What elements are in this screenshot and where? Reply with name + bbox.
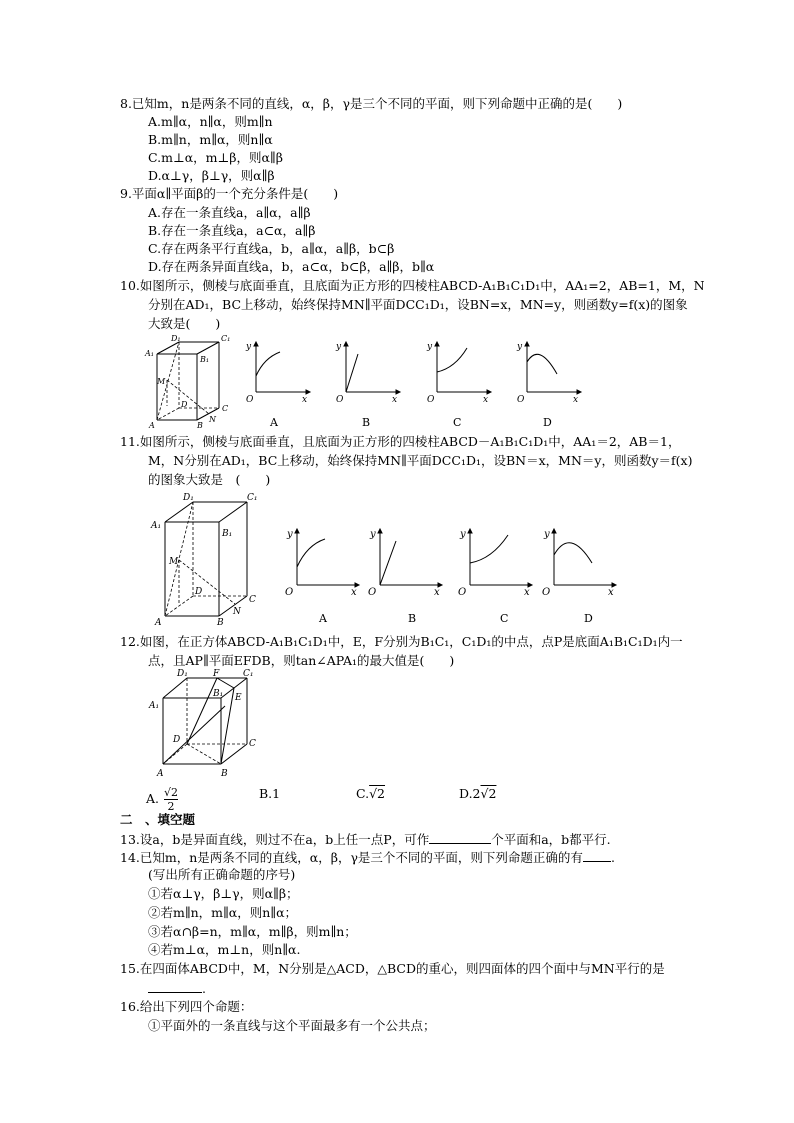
q11-line-3: 的图象大致是 ( ): [148, 472, 271, 487]
q11-graph-a-origin-label: O: [285, 587, 294, 598]
q12-fig-label-c: C: [249, 739, 256, 749]
q10-graph-b-y-axis-label: y: [336, 342, 342, 352]
q12-fig-label-b: B: [221, 769, 228, 779]
q10-fig-label-a: A: [149, 421, 155, 430]
q10-graph-a-origin-label: O: [246, 395, 254, 405]
q14-item-4: ④若m⊥α，m⊥n，则n∥α.: [148, 942, 301, 957]
q12-fig-label-c1: C₁: [243, 669, 254, 679]
q11-graph-b-caption: B: [408, 612, 417, 625]
q10-graph-d-caption: D: [543, 416, 552, 429]
q10-fig-label-c: C: [222, 404, 229, 413]
q11-graph-d-caption: D: [584, 612, 593, 625]
q10-graph-d-origin-label: O: [517, 395, 525, 405]
q9-option-c: C.存在两条平行直线a，b，a∥α，a∥β，b⊂β: [148, 241, 395, 256]
q12-fig-label-a1: A₁: [149, 701, 160, 711]
q9-stem: 9.平面α∥平面β的一个充分条件是( ): [120, 186, 339, 201]
q10-graph-d: [513, 340, 585, 428]
q8-option-c: C.m⊥α，m⊥β，则α∥β: [148, 150, 283, 165]
q10-fig-label-d1: D₁: [171, 334, 181, 343]
q10-graph-d-x-axis-label: x: [573, 395, 579, 405]
q12-option-a-numerator: √2: [164, 786, 179, 799]
q10-fig-label-b: B: [197, 421, 203, 430]
q10-fig-label-b1: B₁: [200, 355, 210, 364]
q10-fig-label-c1: C₁: [221, 334, 231, 343]
q10-prism-figure: [145, 334, 240, 430]
q10-graph-a-y-axis-label: y: [246, 342, 252, 352]
q12-option-d-label: D.2: [459, 786, 481, 801]
q14-answer-blank: [583, 849, 611, 862]
q15-end: .: [202, 981, 206, 996]
q11-fig-label-c: C: [249, 595, 256, 605]
q15-stem: 15.在四面体ABCD中，M，N分别是△ACD，△BCD的重心，则四面体的四个面中与MN平行的是: [120, 961, 665, 976]
q12-line-1: 12.如图，在正方体ABCD-A₁B₁C₁D₁中，E，F分别为B₁C₁，C₁D₁的中点，点P是底面A₁B₁C₁D₁内一: [120, 634, 683, 649]
q12-option-d-sqrt: √2: [480, 786, 497, 801]
q12-option-a: [146, 786, 178, 813]
q13: [120, 831, 611, 848]
q11-graph-d-origin-label: O: [542, 587, 551, 598]
q8-option-b: B.m∥n，m∥α，则n∥α: [148, 132, 273, 147]
q11-graph-a-x-axis-label: x: [351, 587, 357, 598]
q11-line-1: 11.如图所示，侧棱与底面垂直，且底面为正方形的四棱柱ABCD－A₁B₁C₁D₁中，AA₁＝2，AB＝1，: [120, 434, 681, 449]
q14-item-2: ②若m∥n，m∥α，则n∥α；: [148, 905, 298, 920]
q12-fig-label-f: F: [213, 669, 220, 679]
q11-graph-b-y-axis-label: y: [370, 529, 376, 540]
q12-fig-label-a: A: [157, 769, 164, 779]
q10-line-3: 大致是( ): [148, 316, 221, 331]
q11-graph-a-caption: A: [319, 612, 327, 625]
q10-graph-c-caption: C: [453, 416, 462, 429]
q9-option-a: A.存在一条直线a，a∥α，a∥β: [148, 205, 311, 220]
q11-line-2: M，N分别在AD₁，BC上移动，始终保持MN∥平面DCC₁D₁，设BN＝x，MN＝y，则函数y＝f(x): [148, 453, 693, 468]
q12-fig-label-d1: D₁: [177, 669, 188, 679]
q10-fig-label-m: M: [157, 377, 166, 386]
q12-option-c-sqrt: √2: [369, 786, 386, 801]
q8-stem: 8.已知m，n是两条不同的直线，α，β，γ是三个不同的平面，则下列命题中正确的是( ): [120, 96, 623, 111]
q14-item-1: ①若α⊥γ，β⊥γ，则α∥β；: [148, 886, 299, 901]
q11-graph-c-caption: C: [500, 612, 509, 625]
q10-graph-c-y-axis-label: y: [427, 342, 433, 352]
q11-graph-d-y-axis-label: y: [544, 529, 550, 540]
q11-fig-label-n: N: [233, 607, 241, 617]
q9-option-d: D.存在两条异面直线a，b，a⊂α，b⊂β，a∥β，b∥α: [148, 259, 435, 274]
q10-graph-a-x-axis-label: x: [302, 395, 308, 405]
q16-stem: 16.给出下列四个命题：: [120, 999, 253, 1014]
q11-graph-c: [456, 527, 536, 627]
q11-fig-label-d: D: [195, 587, 203, 597]
q12-option-b: B.1: [259, 786, 281, 801]
q11-graph-c-origin-label: O: [458, 587, 467, 598]
q10-graph-b-origin-label: O: [336, 395, 344, 405]
q14-stem-line: [120, 849, 615, 866]
q12-option-a-denominator: 2: [167, 800, 175, 813]
q13-text-before: 13.设a，b是异面直线，则过不在a，b上任一点P，可作: [120, 832, 430, 847]
q11-prism-figure: [147, 492, 259, 626]
q12-fig-label-d: D: [173, 735, 181, 745]
q10-graph-d-y-axis-label: y: [517, 342, 523, 352]
q12-fig-label-e: E: [235, 693, 242, 703]
q12-cube-figure: [147, 666, 262, 778]
q11-fig-label-b: B: [217, 618, 224, 628]
q12-option-c: [356, 786, 385, 802]
q12-fig-label-b1: B₁: [213, 689, 224, 699]
q11-graph-a: [283, 527, 363, 627]
q10-graph-a-caption: A: [270, 416, 278, 429]
q10-graph-b: [332, 340, 404, 428]
q14-note: (写出所有正确命题的序号): [148, 867, 296, 882]
q11-fig-label-c1: C₁: [247, 493, 258, 503]
q13-answer-blank: [429, 831, 491, 844]
q11-fig-label-a: A: [155, 618, 162, 628]
q11-fig-label-m: M: [169, 557, 179, 567]
q10-line-1: 10.如图所示，侧棱与底面垂直，且底面为正方形的四棱柱ABCD-A₁B₁C₁D₁中，AA₁=2，AB=1，M，N: [120, 278, 705, 293]
q15-answer-line: [148, 980, 206, 997]
q11-graph-d-x-axis-label: x: [608, 587, 614, 598]
q11-fig-label-d1: D₁: [183, 493, 194, 503]
q12-option-a-label: A.: [146, 791, 160, 806]
q11-graph-a-y-axis-label: y: [287, 529, 293, 540]
q10-fig-label-n: N: [209, 415, 216, 424]
q10-graph-c: [423, 340, 495, 428]
q11-graph-c-x-axis-label: x: [524, 587, 530, 598]
q16-item-1: ①平面外的一条直线与这个平面最多有一个公共点；: [148, 1018, 436, 1033]
q10-line-2: 分别在AD₁，BC上移动，始终保持MN∥平面DCC₁D₁，设BN=x，MN=y，则函数y=f(x)的图象: [148, 297, 688, 312]
q10-fig-label-a1: A₁: [145, 349, 154, 358]
q11-graph-c-y-axis-label: y: [460, 529, 466, 540]
q11-graph-d: [540, 527, 620, 627]
q8-option-d: D.α⊥γ，β⊥γ，则α∥β: [148, 168, 275, 183]
q10-graph-a: [242, 340, 314, 428]
q12-line-2: 点，且AP∥平面EFDB，则tan∠APA₁的最大值是( ): [148, 653, 455, 668]
q12-option-c-label: C.: [356, 786, 370, 801]
q11-graph-b: [366, 527, 446, 627]
q14-item-3: ③若α∩β=n，m∥α，m∥β，则m∥n；: [148, 924, 357, 939]
q11-fig-label-a1: A₁: [151, 521, 162, 531]
q11-fig-label-b1: B₁: [222, 529, 233, 539]
q10-graph-c-x-axis-label: x: [483, 395, 489, 405]
q12-option-d: [459, 786, 496, 802]
q11-graph-b-x-axis-label: x: [434, 587, 440, 598]
q10-graph-c-origin-label: O: [427, 395, 435, 405]
q15-answer-blank: [148, 980, 202, 993]
q11-graph-b-origin-label: O: [368, 587, 377, 598]
q10-graph-b-caption: B: [362, 416, 371, 429]
q10-graph-b-x-axis-label: x: [392, 395, 398, 405]
q8-option-a: A.m∥α，n∥α，则m∥n: [148, 114, 273, 129]
q14-stem: 14.已知m，n是两条不同的直线，α，β，γ是三个不同的平面，则下列命题正确的有: [120, 850, 583, 865]
q9-option-b: B.存在一条直线a，a⊂α，a∥β: [148, 223, 316, 238]
q14-stem-end: .: [610, 850, 615, 865]
q13-text-after: 个平面和a，b都平行.: [491, 832, 611, 847]
section-heading: 二 、填空题: [120, 812, 196, 827]
q10-fig-label-d: D: [181, 400, 188, 409]
